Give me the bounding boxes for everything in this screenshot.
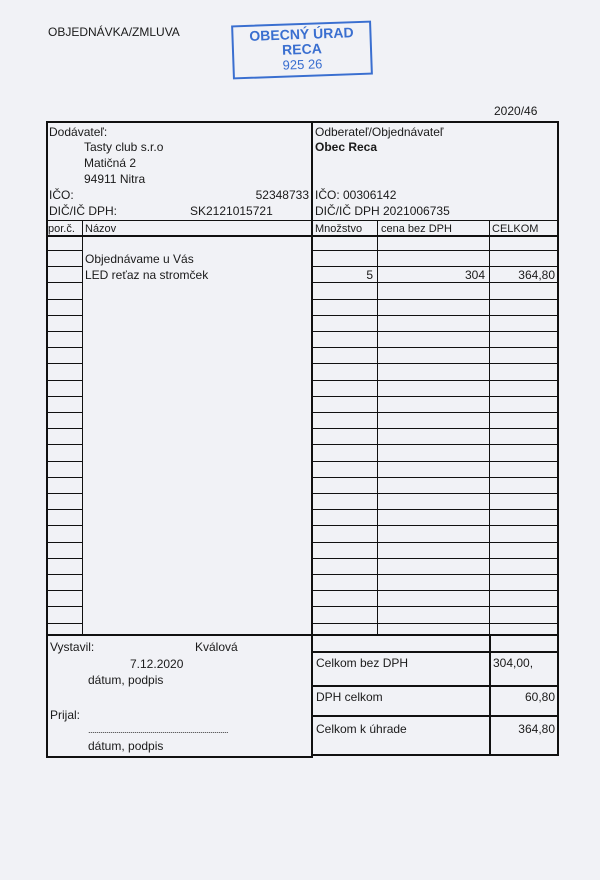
supplier-heading: Dodávateľ: xyxy=(49,125,108,139)
document-number: 2020/46 xyxy=(494,104,538,118)
row-line-right xyxy=(311,299,559,300)
totals-line-2 xyxy=(313,685,559,687)
row-line-right xyxy=(311,412,559,413)
col-header-quantity: Množstvo xyxy=(315,223,363,235)
header-top-line xyxy=(46,220,559,221)
row-line-right xyxy=(311,282,559,283)
row-line-right xyxy=(311,477,559,478)
order-intro-line: Objednávame u Vás xyxy=(85,252,194,266)
row-line-left xyxy=(46,558,83,559)
customer-dic: DIČ/IČ DPH 2021006735 xyxy=(315,204,450,218)
row-line-right xyxy=(311,558,559,559)
row-line-left xyxy=(46,444,83,445)
supplier-street: Matičná 2 xyxy=(84,156,137,170)
receive-date-sign-label: dátum, podpis xyxy=(88,739,164,753)
frame-top xyxy=(46,121,559,123)
row-line-left xyxy=(46,493,83,494)
col-header-total: CELKOM xyxy=(492,223,539,235)
customer-heading: Odberateľ/Objednávateľ xyxy=(315,125,444,139)
vat-total-label: DPH celkom xyxy=(316,690,383,704)
totals-line-3 xyxy=(313,715,559,717)
row-line-left xyxy=(46,250,83,251)
row-line-right xyxy=(311,461,559,462)
row-line-right xyxy=(311,331,559,332)
received-label: Prijal: xyxy=(50,708,81,722)
row-line-left xyxy=(46,282,83,283)
supplier-name: Tasty club s.r.o xyxy=(84,140,164,154)
row-line-right xyxy=(311,493,559,494)
row-line-left xyxy=(46,623,83,624)
customer-ico: IČO: 00306142 xyxy=(315,188,397,202)
row-line-right xyxy=(311,396,559,397)
row-line-right xyxy=(311,347,559,348)
office-stamp xyxy=(231,21,373,80)
item-total: 364,80 xyxy=(518,268,555,282)
amount-due-value: 364,80 xyxy=(518,722,555,736)
row-line-right xyxy=(311,250,559,251)
row-line-left xyxy=(46,590,83,591)
supplier-dic-value: SK2121015721 xyxy=(190,204,273,218)
row-line-left xyxy=(46,509,83,510)
col-header-number: por.č. xyxy=(48,223,75,235)
amount-due-label: Celkom k úhrade xyxy=(316,722,407,736)
row-line-left xyxy=(46,363,83,364)
row-line-right xyxy=(311,444,559,445)
row-line-right xyxy=(311,525,559,526)
row-line-left xyxy=(46,347,83,348)
totals-right-line xyxy=(557,636,559,756)
row-line-left xyxy=(46,477,83,478)
row-line-right xyxy=(311,266,559,267)
row-line-right xyxy=(311,606,559,607)
frame-middle-divider xyxy=(311,121,313,756)
totals-bottom-line xyxy=(313,754,559,756)
supplier-ico-value: 52348733 xyxy=(255,188,309,202)
row-line-left xyxy=(46,380,83,381)
row-line-right xyxy=(311,363,559,364)
row-line-left xyxy=(46,331,83,332)
issue-date-sign-label: dátum, podpis xyxy=(88,673,164,687)
stamp-line-3: 925 26 xyxy=(282,56,323,73)
item-name: LED reťaz na stromček xyxy=(85,268,209,282)
row-line-right xyxy=(311,509,559,510)
vat-total-value: 60,80 xyxy=(524,690,555,704)
row-line-left xyxy=(46,606,83,607)
row-line-right xyxy=(311,380,559,381)
row-line-left xyxy=(46,525,83,526)
row-line-left xyxy=(46,299,83,300)
row-line-left xyxy=(46,461,83,462)
row-line-left xyxy=(46,574,83,575)
row-line-right xyxy=(311,315,559,316)
supplier-city: 94911 Nitra xyxy=(84,172,146,186)
row-line-left xyxy=(46,428,83,429)
issued-name: Kválová xyxy=(195,640,238,654)
document-title: OBJEDNÁVKA/ZMLUVA xyxy=(48,25,180,39)
row-line-right xyxy=(311,574,559,575)
row-line-right xyxy=(311,623,559,624)
footer-left-bottom xyxy=(46,756,313,758)
totals-top-line xyxy=(313,651,559,653)
footer-top-line xyxy=(46,634,559,636)
row-line-right xyxy=(311,428,559,429)
issue-date: 7.12.2020 xyxy=(130,657,184,671)
customer-name: Obec Reca xyxy=(315,140,378,154)
col-header-name: Názov xyxy=(85,223,117,235)
issued-label: Vystavil: xyxy=(50,640,95,654)
item-price: 304 xyxy=(464,268,485,282)
frame-left xyxy=(46,121,48,758)
stamp-line-1: OBECNÝ ÚRAD xyxy=(249,24,354,44)
supplier-ico-label: IČO: xyxy=(49,188,74,202)
header-bottom-line xyxy=(46,235,559,237)
supplier-dic-label: DIČ/IČ DPH: xyxy=(49,204,118,218)
stamp-line-2: RECA xyxy=(281,40,323,58)
row-line-left xyxy=(46,266,83,267)
row-line-right xyxy=(311,542,559,543)
net-total-label: Celkom bez DPH xyxy=(316,656,409,670)
row-line-left xyxy=(46,396,83,397)
row-line-left xyxy=(46,412,83,413)
item-quantity: 5 xyxy=(366,268,373,282)
signature-dots: ...................................................................... xyxy=(88,725,229,735)
row-line-left xyxy=(46,542,83,543)
row-line-left xyxy=(46,315,83,316)
row-line-right xyxy=(311,590,559,591)
col-header-price: cena bez DPH xyxy=(381,223,452,235)
net-total-value: 304,00, xyxy=(493,656,534,670)
